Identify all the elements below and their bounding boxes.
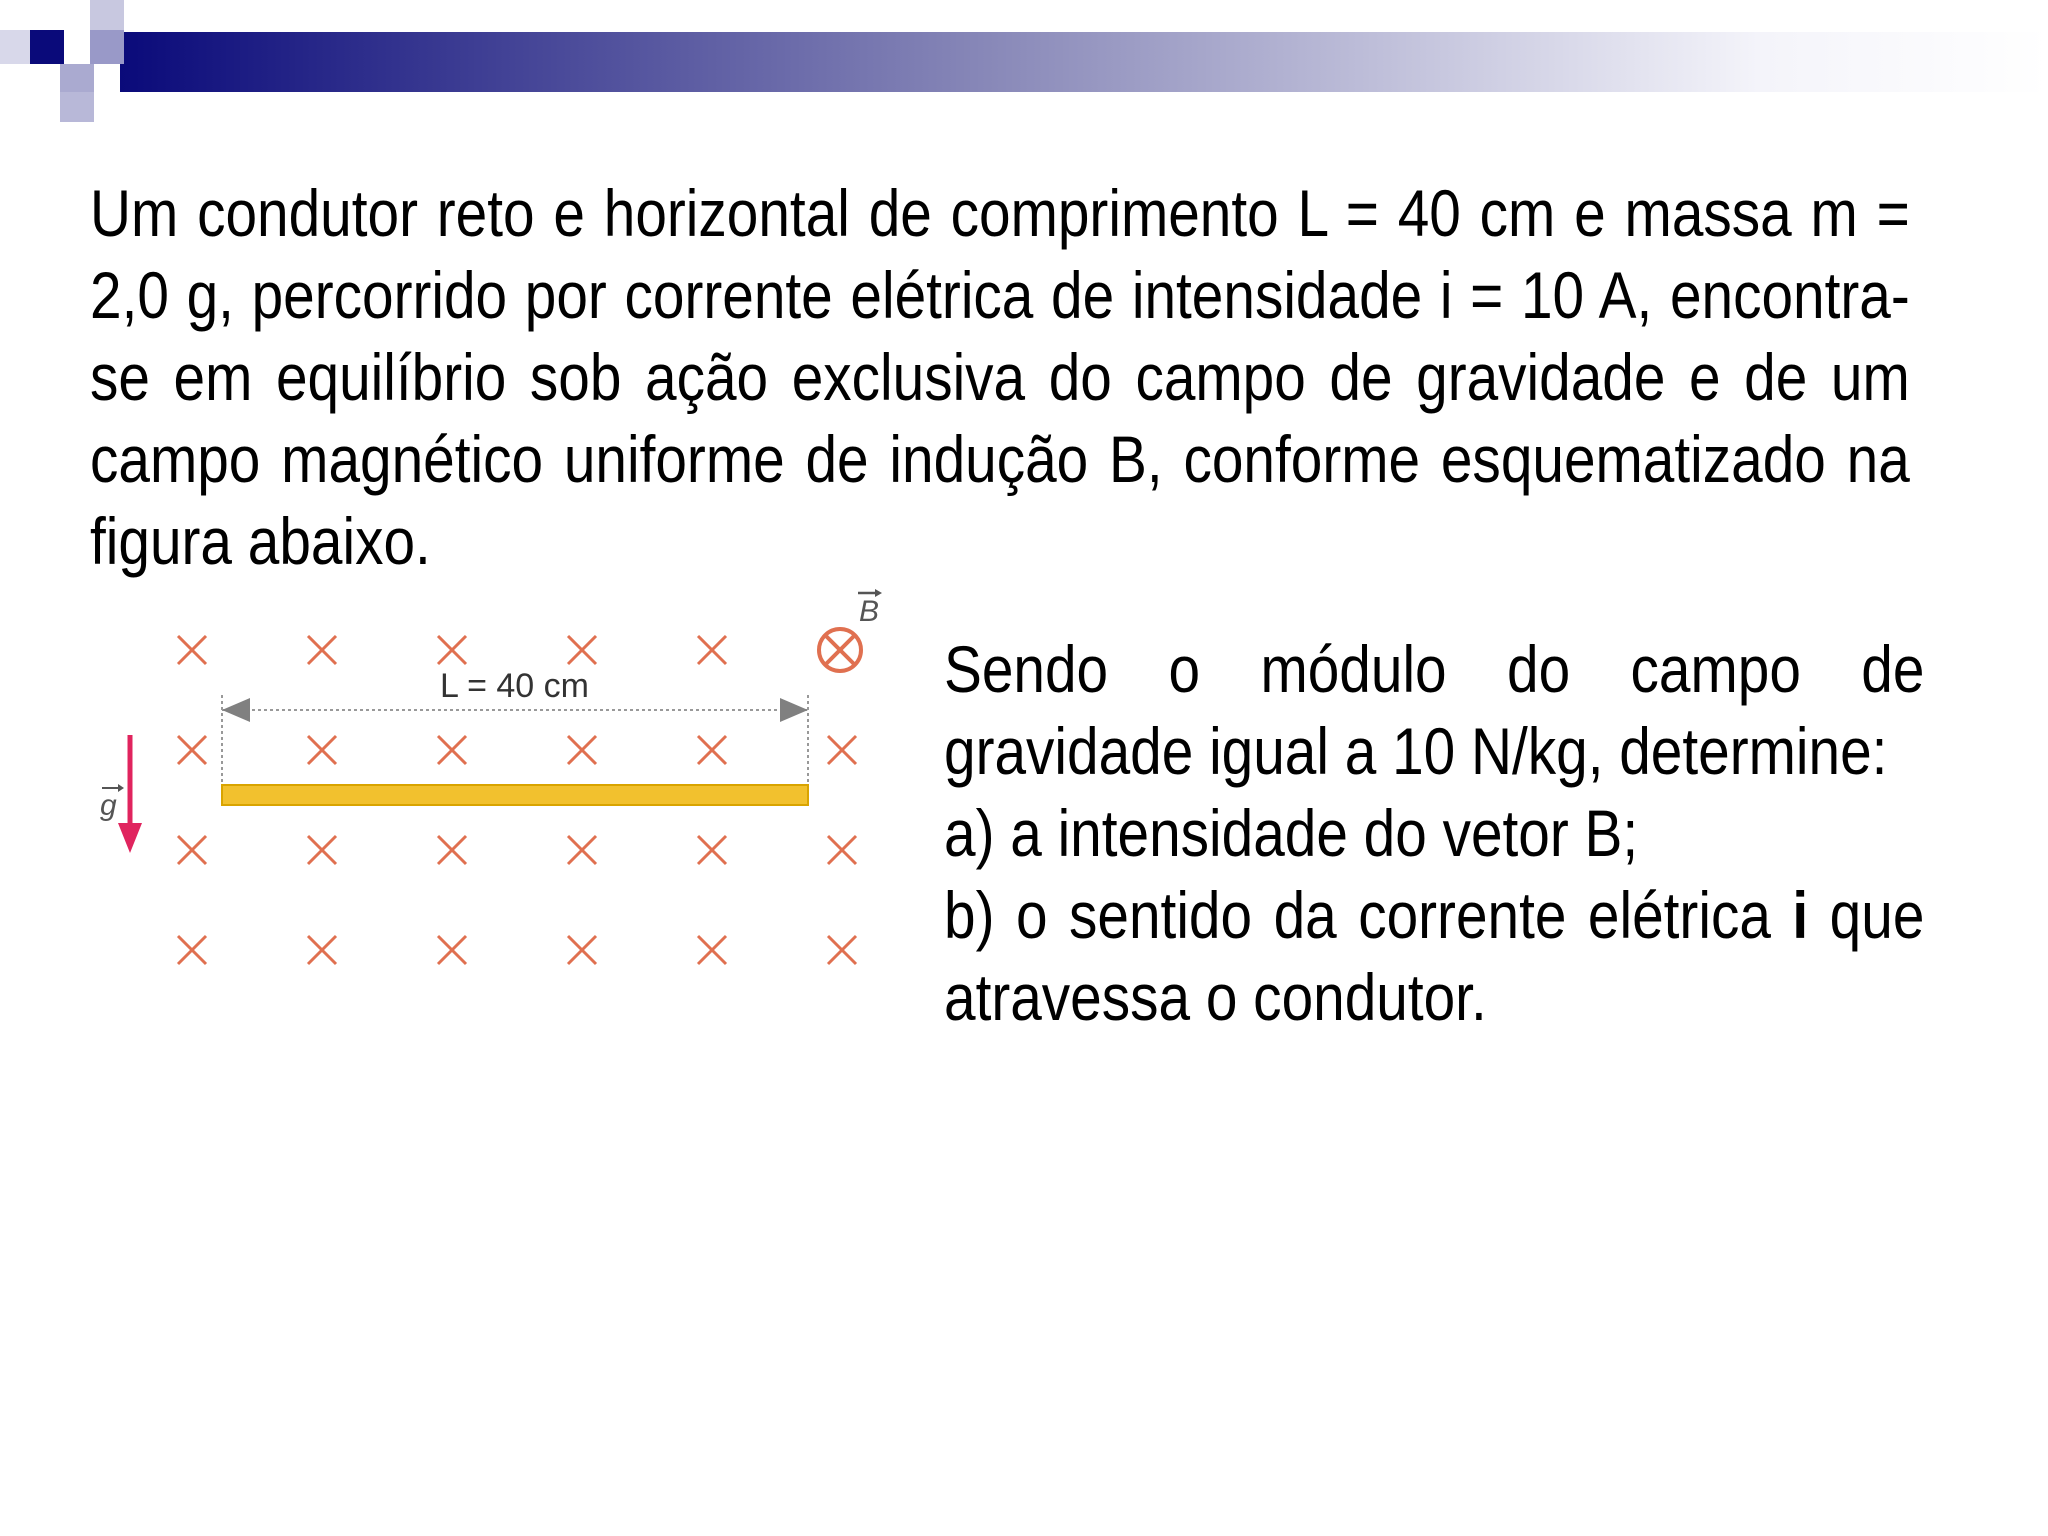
field-cross bbox=[698, 836, 726, 864]
question-item-b-continuation: atravessa o condutor. bbox=[944, 960, 1487, 1034]
field-cross bbox=[178, 736, 206, 764]
field-cross bbox=[438, 936, 466, 964]
field-into-page-symbol bbox=[819, 629, 861, 671]
field-cross bbox=[698, 736, 726, 764]
question-item-a: a) a intensidade do vetor B; bbox=[944, 796, 1639, 870]
field-cross bbox=[178, 936, 206, 964]
conductor-rod bbox=[222, 785, 808, 805]
question-item-b bbox=[944, 874, 1924, 956]
gravity-symbol-text: g bbox=[100, 789, 117, 822]
current-symbol-bold: i bbox=[1792, 878, 1809, 952]
question-item-b-end: que bbox=[1829, 878, 1925, 952]
field-cross bbox=[178, 836, 206, 864]
field-vector-label bbox=[858, 589, 882, 628]
field-symbol-text: B bbox=[859, 595, 880, 628]
header-square-dark bbox=[30, 30, 64, 64]
field-cross bbox=[308, 736, 336, 764]
field-cross bbox=[828, 936, 856, 964]
header-square-light-bottom bbox=[60, 92, 94, 122]
header-square-light-left bbox=[0, 30, 30, 64]
dimension-arrow-right bbox=[780, 698, 808, 722]
field-cross bbox=[308, 636, 336, 664]
field-cross bbox=[568, 736, 596, 764]
field-cross bbox=[178, 636, 206, 664]
field-cross bbox=[568, 936, 596, 964]
question-item-b-start: b) o sentido da corrente elétrica bbox=[944, 878, 1771, 952]
field-cross bbox=[698, 636, 726, 664]
magnetic-field-figure bbox=[80, 585, 900, 985]
field-cross bbox=[438, 636, 466, 664]
slide-header-band bbox=[0, 0, 2048, 130]
question-block bbox=[944, 628, 2048, 1038]
dimension-arrow-left bbox=[222, 698, 250, 722]
question-line-1: Sendo o módulo do campo de bbox=[944, 632, 1925, 706]
gravity-vector bbox=[100, 735, 142, 853]
header-square-light-top bbox=[90, 0, 124, 30]
field-cross bbox=[308, 936, 336, 964]
length-label: L = 40 cm bbox=[440, 667, 589, 705]
field-cross bbox=[828, 836, 856, 864]
question-line-2: gravidade igual a 10 N/kg, determine: bbox=[944, 714, 1888, 788]
field-cross bbox=[568, 636, 596, 664]
field-cross bbox=[438, 736, 466, 764]
header-gradient-bar bbox=[120, 32, 2048, 92]
field-cross bbox=[568, 836, 596, 864]
field-cross bbox=[698, 936, 726, 964]
field-cross bbox=[828, 736, 856, 764]
field-cross bbox=[308, 836, 336, 864]
header-square-mid bbox=[90, 30, 124, 64]
length-dimension bbox=[222, 667, 808, 790]
intro-paragraph: Um condutor reto e horizontal de comprimento L = 40 cm e massa m = 2,0 g, percorrido por corrente elétrica de intensidade i = 10 A, encontra-se em equilíbrio sob ação exclusiva do campo de gravidade e de um campo magnético uniforme de indução B, conforme esquematizado na figura abaixo. bbox=[90, 176, 1910, 578]
field-cross bbox=[438, 836, 466, 864]
header-square-mid-2 bbox=[60, 64, 94, 92]
